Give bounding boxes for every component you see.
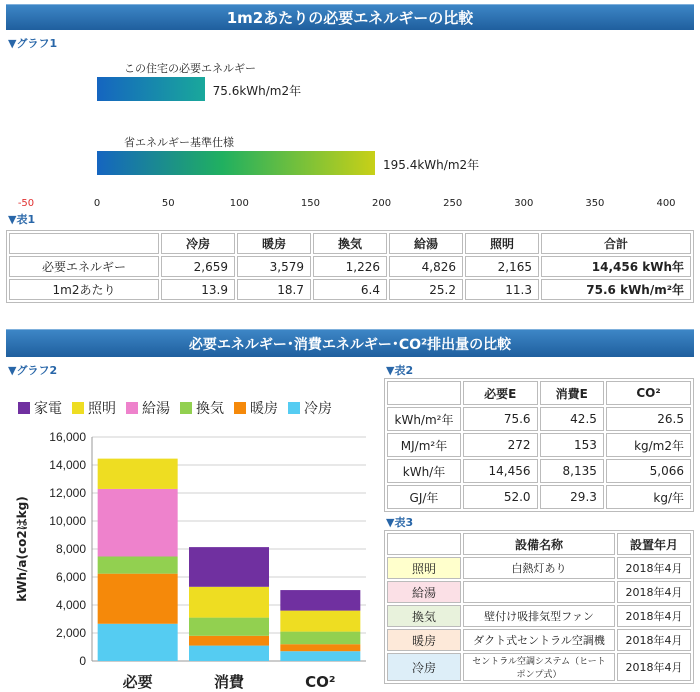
bar-segment-冷房 bbox=[189, 646, 269, 661]
t2-row-label: kWh/m²年 bbox=[387, 407, 461, 431]
bar2-value: 195.4kWh/m2年 bbox=[383, 158, 480, 172]
t3-row-cooling: 冷房 bbox=[387, 653, 461, 681]
bar-segment-暖房 bbox=[98, 574, 178, 624]
t3-cell: 2018年4月 bbox=[617, 557, 691, 579]
t1-row-label: 必要エネルギー bbox=[9, 256, 159, 277]
t1-header-ventilation: 換気 bbox=[313, 233, 387, 254]
legend-swatch bbox=[72, 402, 84, 414]
x-tick-label: 200 bbox=[372, 198, 392, 209]
t3-cell: 壁付け吸排気型ファン bbox=[463, 605, 615, 627]
t1-cell: 3,579 bbox=[237, 256, 311, 277]
bar-segment-冷房 bbox=[280, 651, 360, 661]
legend-item: 冷房 bbox=[288, 398, 332, 418]
t3-row-hotwater: 給湯 bbox=[387, 581, 461, 603]
t2-cell: kg/m2年 bbox=[606, 433, 691, 457]
y-axis-label: kWh/a(co2はkg) bbox=[15, 496, 29, 602]
section-banner-2: 必要エネルギー･消費エネルギー･CO²排出量の比較 bbox=[6, 329, 694, 357]
t1-header-total: 合計 bbox=[541, 233, 691, 254]
t3-cell: 2018年4月 bbox=[617, 581, 691, 603]
t1-header-cooling: 冷房 bbox=[161, 233, 235, 254]
legend-item: 給湯 bbox=[126, 398, 170, 418]
t2-cell: 75.6 bbox=[463, 407, 538, 431]
t2-header: CO² bbox=[606, 381, 691, 405]
x-tick-label: 100 bbox=[229, 198, 249, 209]
bar-standard bbox=[97, 151, 375, 175]
t1-cell: 13.9 bbox=[161, 279, 235, 300]
bar-segment-暖房 bbox=[280, 644, 360, 651]
t2-cell: 52.0 bbox=[463, 485, 538, 509]
x-tick-label: 400 bbox=[656, 198, 676, 209]
legend-item: 照明 bbox=[72, 398, 116, 418]
t1-header-heating: 暖房 bbox=[237, 233, 311, 254]
legend-swatch bbox=[234, 402, 246, 414]
chart2-legend bbox=[18, 398, 378, 418]
y-tick-label: 6,000 bbox=[55, 570, 86, 584]
t2-cell: 153 bbox=[540, 433, 604, 457]
table3 bbox=[384, 530, 694, 684]
y-tick-label: 12,000 bbox=[49, 486, 86, 500]
y-tick-label: 10,000 bbox=[49, 514, 86, 528]
x-tick-label: 0 bbox=[93, 198, 101, 209]
t2-cell: 8,135 bbox=[540, 459, 604, 483]
table3-label: ▼表3 bbox=[386, 516, 414, 529]
t3-cell bbox=[463, 581, 615, 603]
t2-cell: 272 bbox=[463, 433, 538, 457]
y-tick-label: 16,000 bbox=[49, 430, 86, 444]
x-tick-label: 350 bbox=[585, 198, 605, 209]
table2-label: ▼表2 bbox=[386, 364, 414, 377]
t2-cell: 29.3 bbox=[540, 485, 604, 509]
bar-segment-家電 bbox=[189, 547, 269, 587]
stacked-bar-chart bbox=[6, 425, 378, 692]
bar-segment-換気 bbox=[280, 632, 360, 645]
bar2-label: 省エネルギー基準仕様 bbox=[124, 136, 234, 149]
graph1-label: ▼グラフ1 bbox=[8, 37, 58, 50]
t3-header: 設備名称 bbox=[463, 533, 615, 555]
x-category-label: 必要 bbox=[122, 673, 153, 691]
t1-cell: 1,226 bbox=[313, 256, 387, 277]
x-tick-label: 50 bbox=[161, 198, 175, 209]
t1-cell: 2,659 bbox=[161, 256, 235, 277]
x-category-label: CO² bbox=[305, 673, 336, 691]
t2-row-label: kWh/年 bbox=[387, 459, 461, 483]
t3-row-heating: 暖房 bbox=[387, 629, 461, 651]
t1-cell: 4,826 bbox=[389, 256, 463, 277]
t2-header: 必要E bbox=[463, 381, 538, 405]
x-tick-label: 300 bbox=[514, 198, 534, 209]
graph2-label: ▼グラフ2 bbox=[8, 364, 58, 377]
table2 bbox=[384, 378, 694, 512]
bar1-value: 75.6kWh/m2年 bbox=[212, 84, 302, 98]
legend-item: 暖房 bbox=[234, 398, 278, 418]
y-tick-label: 14,000 bbox=[49, 458, 86, 472]
bar-segment-給湯 bbox=[98, 489, 178, 557]
y-tick-label: 4,000 bbox=[55, 598, 86, 612]
bar-segment-照明 bbox=[98, 459, 178, 489]
bar-segment-冷房 bbox=[98, 624, 178, 661]
t1-header-hotwater: 給湯 bbox=[389, 233, 463, 254]
y-tick-label: 0 bbox=[79, 654, 86, 668]
t1-total-cell: 75.6 kWh/m²年 bbox=[541, 279, 691, 300]
legend-swatch bbox=[126, 402, 138, 414]
bar1-label: この住宅の必要エネルギー bbox=[124, 62, 256, 75]
t1-cell: 6.4 bbox=[313, 279, 387, 300]
legend-swatch bbox=[288, 402, 300, 414]
t3-header: 設置年月 bbox=[617, 533, 691, 555]
t2-cell: 5,066 bbox=[606, 459, 691, 483]
bar-this-house bbox=[97, 77, 205, 101]
x-category-label: 消費 bbox=[213, 673, 245, 691]
bar-segment-照明 bbox=[189, 587, 269, 618]
t3-row-lighting: 照明 bbox=[387, 557, 461, 579]
t3-cell: セントラル空調システム（ヒートポンプ式） bbox=[463, 653, 615, 681]
t3-cell: 2018年4月 bbox=[617, 629, 691, 651]
bar-segment-家電 bbox=[280, 590, 360, 611]
x-tick-label: 150 bbox=[300, 198, 320, 209]
bar-segment-暖房 bbox=[189, 636, 269, 646]
t2-header: 消費E bbox=[540, 381, 604, 405]
x-tick-label: -50 bbox=[17, 198, 35, 209]
table1-label: ▼表1 bbox=[8, 213, 36, 226]
legend-swatch bbox=[180, 402, 192, 414]
legend-swatch bbox=[18, 402, 30, 414]
t1-cell: 2,165 bbox=[465, 256, 539, 277]
t2-row-label: GJ/年 bbox=[387, 485, 461, 509]
x-tick-label: 250 bbox=[443, 198, 463, 209]
table1 bbox=[6, 230, 694, 303]
t2-cell: 14,456 bbox=[463, 459, 538, 483]
t3-cell: 2018年4月 bbox=[617, 605, 691, 627]
bar-segment-換気 bbox=[189, 618, 269, 636]
legend-item: 換気 bbox=[180, 398, 224, 418]
t2-cell: 42.5 bbox=[540, 407, 604, 431]
t1-header-lighting: 照明 bbox=[465, 233, 539, 254]
t2-row-label: MJ/m²年 bbox=[387, 433, 461, 457]
t1-cell: 18.7 bbox=[237, 279, 311, 300]
section-banner-1: 1m2あたりの必要エネルギーの比較 bbox=[6, 4, 694, 30]
t2-cell: 26.5 bbox=[606, 407, 691, 431]
t3-cell: 白熱灯あり bbox=[463, 557, 615, 579]
y-tick-label: 8,000 bbox=[55, 542, 86, 556]
t3-row-ventilation: 換気 bbox=[387, 605, 461, 627]
y-tick-label: 2,000 bbox=[55, 626, 86, 640]
t1-cell: 11.3 bbox=[465, 279, 539, 300]
t3-cell: 2018年4月 bbox=[617, 653, 691, 681]
t2-cell: kg/年 bbox=[606, 485, 691, 509]
t1-cell: 25.2 bbox=[389, 279, 463, 300]
t3-cell: ダクト式セントラル空調機 bbox=[463, 629, 615, 651]
t1-total-cell: 14,456 kWh年 bbox=[541, 256, 691, 277]
legend-item: 家電 bbox=[18, 398, 62, 418]
t1-row-label: 1m2あたり bbox=[9, 279, 159, 300]
bar-segment-換気 bbox=[98, 557, 178, 574]
bar-segment-照明 bbox=[280, 611, 360, 632]
